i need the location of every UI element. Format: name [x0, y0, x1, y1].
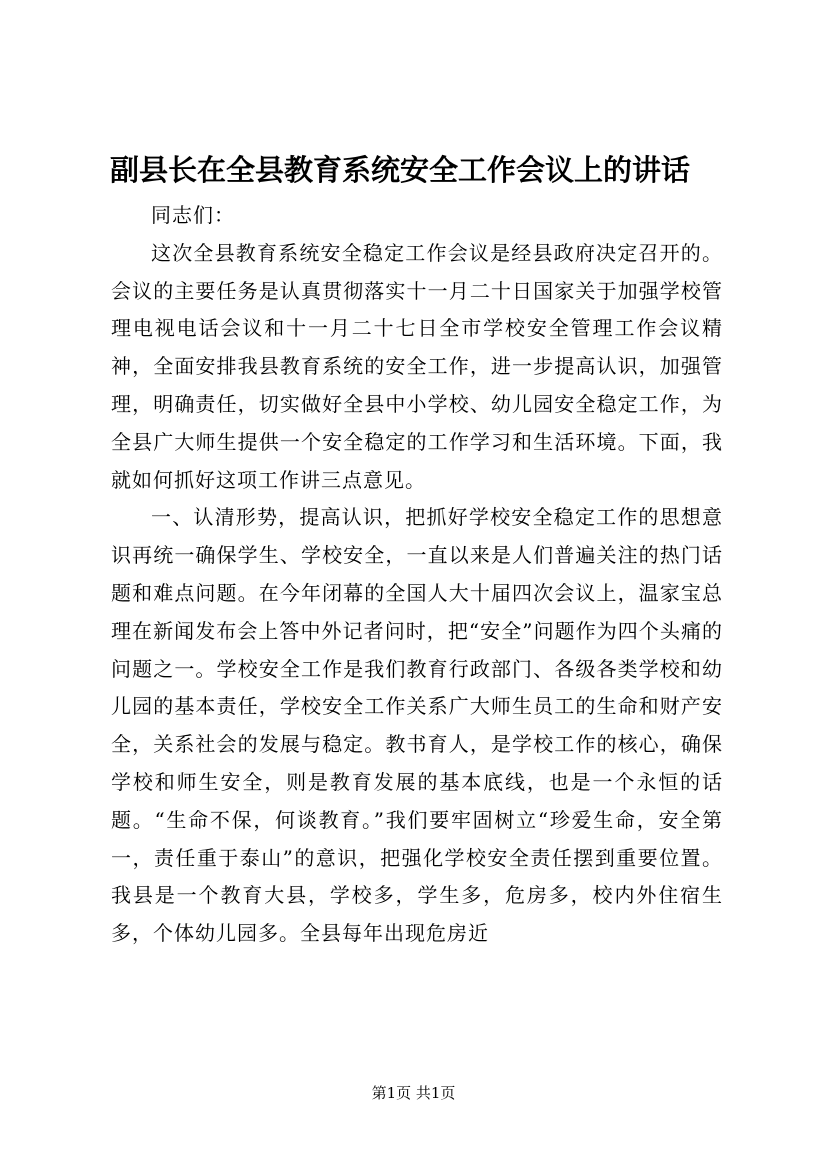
paragraph-2: 一、认清形势，提高认识，把抓好学校安全稳定工作的思想意识再统一确保学生、学校安全，一直以来是人们普遍关注的热门话题和难点问题。在今年闭幕的全国人大十届四次会议上，温家宝总理在新闻发布会上答中外记者问时，把“安全”问题作为四个头痛的问题之一。学校安全工作是我们教育行政部门、各级各类学校和幼儿园的基本责任，学校安全工作关系广大师生员工的生命和财产安全，关系社会的发展与稳定。教书育人，是学校工作的核心，确保学校和师生安全，则是教育发展的基本底线，也是一个永恒的话题。“生命不保，何谈教育。”我们要牢固树立“珍爱生命，安全第一，责任重于泰山”的意识，把强化学校安全责任摆到重要位置。我县是一个教育大县，学校多，学生多，危房多，校内外住宿生多，个体幼儿园多。全县每年出现危房近 [111, 505, 723, 946]
document-title: 副县长在全县教育系统安全工作会议上的讲话 [110, 153, 691, 187]
document-body [111, 197, 723, 953]
paragraph-1: 这次全县教育系统安全稳定工作会议是经县政府决定召开的。会议的主要任务是认真贯彻落实十一月二十日国家关于加强学校管理电视电话会议和十一月二十七日全市学校安全管理工作会议精神，全面安排我县教育系统的安全工作，进一步提高认识，加强管理，明确责任，切实做好全县中小学校、幼儿园安全稳定工作，为全县广大师生提供一个安全稳定的工作学习和生活环境。下面，我就如何抓好这项工作讲三点意见。 [111, 240, 723, 492]
page-footer: 第1页 共1页 [371, 1084, 456, 1102]
salutation: 同志们： [151, 203, 235, 227]
